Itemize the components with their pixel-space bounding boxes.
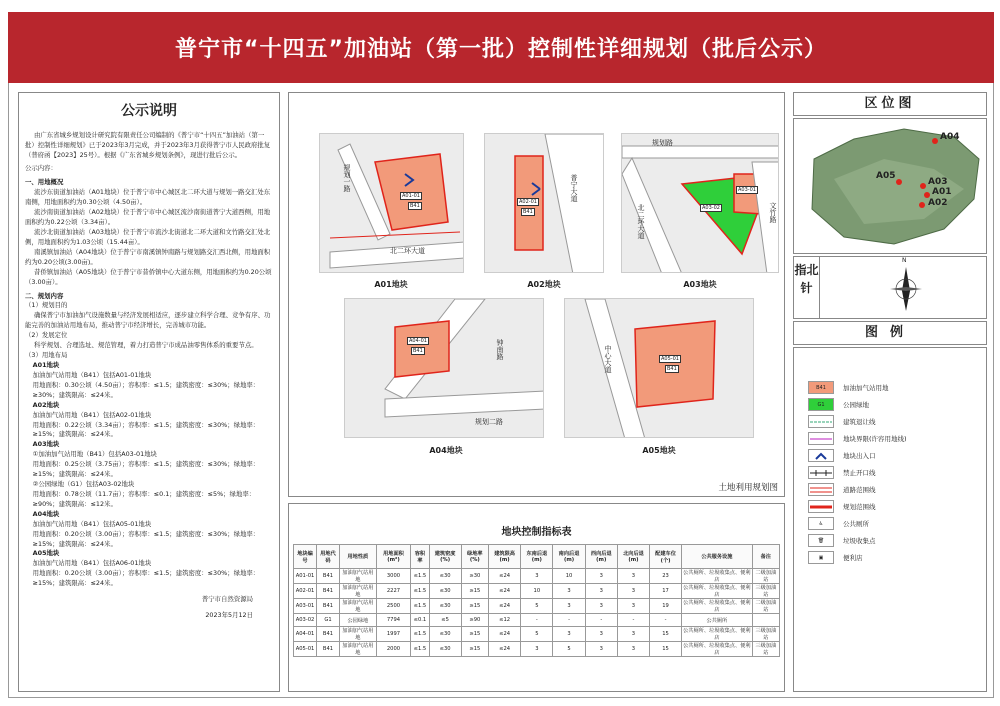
table-cell: B41: [317, 584, 340, 599]
road-label: 规划路: [652, 139, 673, 147]
parcel-line: 用地面积：0.20公顷（3.00亩）；容积率：≤1.5；建筑密度：≤30%；绿地率：≥15%；建筑限高：≤24米。: [32, 569, 260, 588]
parcel-line: ②公园绿地（G1）包括A03-02地块: [32, 480, 135, 489]
table-cell: 17: [650, 584, 682, 599]
legend-label: 公共厕所: [843, 520, 869, 528]
parcel-line: 用地面积：0.22公顷（3.34亩）；容积率：≤1.5；建筑密度：≤30%；绿地率：≥15%；建筑限高：≤24米。: [32, 420, 260, 439]
map-a02: [484, 133, 604, 273]
table-cell: -: [585, 614, 617, 627]
table-cell: ≤30: [429, 627, 461, 642]
notice-subsection: （2）发展定位: [25, 331, 68, 340]
table-cell: 1997: [376, 627, 411, 642]
table-row: [294, 584, 780, 599]
parcel-tag-a03g: A03-02: [702, 205, 720, 211]
table-header-cell: 建筑限高(m): [488, 545, 520, 569]
table-cell: 3: [553, 627, 585, 642]
table-cell: 加油加气站用地: [339, 599, 376, 614]
table-cell: ≤1.5: [411, 569, 429, 584]
notice-subsection: （1）规划目的: [25, 301, 68, 310]
legend-label: 便利店: [843, 554, 863, 562]
table-cell: 三级加油站: [752, 584, 779, 599]
table-cell: ≤1.5: [411, 584, 429, 599]
road-label: 普宁大道: [570, 174, 578, 202]
legend-item-setback: [808, 415, 876, 428]
table-cell: 3: [585, 569, 617, 584]
table-cell: 加油加气站用地: [339, 569, 376, 584]
b41-swatch: B41: [808, 381, 834, 394]
parcel-code-a02: B41: [523, 209, 533, 215]
table-cell: ≤30: [429, 584, 461, 599]
parcel-line: 加油加气站用地（B41）包括A01-01地块: [32, 370, 152, 379]
table-cell: ≤1.5: [411, 599, 429, 614]
legend-item-toilet: [808, 517, 869, 530]
road-label: 中心大道: [604, 345, 612, 373]
table-cell: 3: [585, 599, 617, 614]
table-row: [294, 614, 780, 627]
table-header-cell: 备注: [752, 545, 779, 569]
control-table-panel: [288, 503, 785, 692]
table-cell: 公共厕所、垃圾收集点、便利店: [683, 643, 751, 656]
notice-paragraph: 流沙南街道加油站（A02地块）位于普宁市中心城区流沙南街道普宁大道西侧，用地面积约为0.22公顷（3.34亩）。: [25, 208, 271, 227]
no-opening-line-icon: [808, 466, 834, 479]
road-label: 北二环大道: [390, 247, 425, 255]
table-cell: ≥30: [461, 569, 488, 584]
table-cell: 3: [617, 627, 649, 642]
parcel-line: 加油加气站用地（B41）包括A05-01地块: [32, 519, 152, 528]
location-label: A05: [876, 171, 896, 181]
table-cell: B41: [317, 599, 340, 614]
table-cell: G1: [317, 614, 340, 627]
trash-icon: 🗑: [808, 534, 834, 547]
table-header-cell: 用地代码: [317, 545, 340, 569]
table-cell: B41: [317, 569, 340, 584]
table-cell: A03-02: [294, 614, 317, 627]
table-cell: ≥90: [461, 614, 488, 627]
table-cell: 15: [650, 642, 682, 657]
table-cell: ≤30: [429, 599, 461, 614]
table-cell: 3000: [376, 569, 411, 584]
parcel-heading: A04地块: [32, 509, 60, 518]
table-cell: ≥15: [461, 642, 488, 657]
table-header-cell: 东南后退(m): [521, 545, 553, 569]
legend-item-store: [808, 551, 863, 564]
notice-section-1: 一、用地概况: [25, 178, 64, 187]
parcel-heading: A02地块: [32, 400, 60, 409]
table-cell: 二级加油站: [752, 569, 779, 584]
parcel-heading: A05地块: [32, 549, 60, 558]
table-cell: A05-01: [294, 642, 317, 657]
map-a02-svg: [485, 134, 604, 273]
parcel-tag-a01: A01-01: [402, 193, 420, 199]
location-label: A04: [940, 132, 960, 142]
table-cell: 公共厕所、垃圾收集点、便利店: [683, 585, 751, 598]
legend-item-no-opening: [808, 466, 876, 479]
table-cell: 公共厕所、垃圾收集点、便利店: [683, 600, 751, 613]
table-cell: ≤24: [488, 569, 520, 584]
north-arrow-panel: [793, 256, 987, 319]
legend-label: 地块界限(许容用地线): [843, 435, 907, 443]
table-cell: 5: [521, 627, 553, 642]
table-cell: A03-01: [294, 599, 317, 614]
table-cell: A01-01: [294, 569, 317, 584]
table-header-cell: 容积率: [411, 545, 429, 569]
control-table: [293, 544, 780, 657]
road-red-line-icon: [808, 483, 834, 496]
table-cell: 2500: [376, 599, 411, 614]
table-cell: 公园绿地: [339, 614, 376, 627]
location-label: A01: [932, 187, 952, 197]
parcel-heading: A01地块: [32, 360, 60, 369]
table-cell: 公共厕所、垃圾收集点、便利店: [683, 628, 751, 641]
north-letter: N: [902, 257, 907, 264]
notice-paragraph: 流沙东街道加油站（A01地块）位于普宁市中心城区北二环大道与规划一路交汇处东南侧，用地面积约为0.30公顷（4.50亩）。: [25, 188, 271, 207]
map-label-a02: A02地块: [527, 280, 561, 289]
parcel-tag-a04: A04-01: [409, 338, 427, 344]
table-cell: 3: [585, 627, 617, 642]
toilet-icon: ♿: [808, 517, 834, 530]
parcel-heading: A03地块: [32, 440, 60, 449]
planning-red-line-icon: [808, 500, 834, 513]
legend-label: 加油加气站用地: [843, 384, 889, 392]
table-header-cell: 配建车位(个): [650, 545, 682, 569]
parcel-line: 用地面积：0.30公顷（4.50亩）；容积率：≤1.5；建筑密度：≤30%；绿地率：≥30%；建筑限高：≤24米。: [32, 380, 260, 399]
table-cell: B41: [317, 627, 340, 642]
map-a04: [344, 298, 544, 438]
table-header-cell: 西向后退(m): [585, 545, 617, 569]
legend-item-b41: [808, 381, 889, 394]
store-icon: ▣: [808, 551, 834, 564]
table-cell: ≤24: [488, 627, 520, 642]
table-cell: ≤30: [429, 642, 461, 657]
table-row: [294, 642, 780, 657]
table-cell: 3: [521, 642, 553, 657]
table-header-cell: 建筑密度(%): [429, 545, 461, 569]
table-cell: [752, 614, 779, 627]
table-cell: 19: [650, 599, 682, 614]
table-header-cell: 用地面积(m²): [376, 545, 411, 569]
parcel-line: 加油加气站用地（B41）包括A02-01地块: [32, 410, 152, 419]
legend-item-boundary: [808, 432, 907, 445]
road-label: 规划二路: [475, 418, 503, 426]
legend-label: 建筑退让线: [843, 418, 876, 426]
location-title: 区位图: [793, 92, 987, 116]
table-cell: A02-01: [294, 584, 317, 599]
parcel-code-a01: B41: [410, 203, 420, 209]
table-cell: 二级加油站: [752, 599, 779, 614]
building-setback-line-icon: [808, 415, 834, 428]
land-use-maps: [288, 92, 785, 497]
table-cell: 23: [650, 569, 682, 584]
table-cell: ≥15: [461, 584, 488, 599]
table-cell: ≤1.5: [411, 642, 429, 657]
legend-label: 地块出入口: [843, 452, 876, 460]
parcel-tag-a03: A03-01: [738, 187, 756, 193]
notice-lead: 公示内容：: [25, 164, 57, 173]
table-cell: 3: [585, 584, 617, 599]
table-cell: ≤12: [488, 614, 520, 627]
table-cell: B41: [317, 642, 340, 657]
legend: [793, 347, 987, 692]
table-cell: 2000: [376, 642, 411, 657]
notice-paragraph: 流沙北街道加油站（A03地块）位于普宁市流沙北街道北二环大道和文竹路交汇处北侧，用地面积约为1.03公顷（15.44亩）。: [25, 227, 271, 246]
map-label-a05: A05地块: [642, 446, 676, 455]
table-cell: -: [650, 614, 682, 627]
table-cell: ≤24: [488, 642, 520, 657]
map-a01: [319, 133, 464, 273]
table-header-cell: 地块编号: [294, 545, 317, 569]
legend-label: 公园绿地: [843, 401, 869, 409]
road-label: 规划一路: [343, 164, 351, 192]
table-cell: -: [521, 614, 553, 627]
legend-item-planning: [808, 500, 876, 513]
legend-item-g1: [808, 398, 869, 411]
notice-subsection: （3）用地布局: [25, 351, 68, 360]
page-title: 普宁市“十四五”加油站（第一批）控制性详细规划（批后公示）: [8, 12, 994, 83]
notice-date: 2023年5月12日: [205, 611, 253, 620]
table-cell: -: [553, 614, 585, 627]
road-label: 文竹路: [769, 202, 777, 223]
parcel-line: 用地面积：0.78公顷（11.7亩）；容积率：≤0.1；建筑密度：≤5%；绿地率：≥90%；建筑限高：≤12米。: [32, 489, 256, 508]
table-cell: 3: [617, 642, 649, 657]
notice-section-2: 二、规划内容: [25, 291, 64, 300]
table-cell: ≥15: [461, 627, 488, 642]
table-cell: 公共厕所、垃圾收集点、便利店: [683, 570, 751, 583]
table-title: 地块控制指标表: [501, 527, 572, 538]
table-cell: 5: [553, 642, 585, 657]
table-header-cell: 公共服务设施: [682, 545, 753, 569]
map-a05-svg: [565, 299, 754, 438]
table-cell: 3: [521, 569, 553, 584]
legend-item-entrance: [808, 449, 876, 462]
table-header-cell: 北向后退(m): [617, 545, 649, 569]
legend-item-road: [808, 483, 876, 496]
g1-swatch: G1: [808, 398, 834, 411]
table-cell: 加油加气站用地: [339, 642, 376, 657]
table-row: [294, 569, 780, 584]
maps-caption: 土地利用规划图: [718, 483, 778, 493]
legend-label: 规划范围线: [843, 503, 876, 511]
table-cell: ≤1.5: [411, 627, 429, 642]
boundary-line-icon: [808, 432, 834, 445]
north-label: 指北针: [794, 257, 820, 318]
table-cell: 3: [553, 599, 585, 614]
map-a04-svg: [345, 299, 544, 438]
notice-paragraph: 南溪镇加油站（A04地块）位于普宁市南溪镇钟南路与规划路交汇西北侧，用地面积约为0.20公顷(3.00亩)。: [25, 247, 271, 266]
table-cell: 三级加油站: [752, 627, 779, 642]
notice-title: 公示说明: [121, 103, 177, 119]
table-cell: 加油加气站用地: [339, 584, 376, 599]
road-label: 钟南路: [496, 339, 504, 360]
table-cell: 5: [521, 599, 553, 614]
table-header-row: [294, 545, 780, 569]
table-row: [294, 599, 780, 614]
location-label: A02: [928, 198, 948, 208]
parcel-tag-a02: A02-01: [519, 199, 537, 205]
road-label: 北二环大道: [637, 204, 645, 239]
parcel-line: ①加油加气站用地（B41）包括A03-01地块: [32, 450, 157, 459]
table-row: [294, 627, 780, 642]
parcel-code-a04: B41: [413, 348, 423, 354]
parcel-code-a05: B41: [667, 366, 677, 372]
table-header-cell: 绿地率(%): [461, 545, 488, 569]
map-a05: [564, 298, 754, 438]
legend-label: 禁止开口线: [843, 469, 876, 477]
parcel-line: 加油加气站用地（B41）包括A06-01地块: [32, 559, 152, 568]
legend-item-trash: [808, 534, 876, 547]
table-cell: 10: [553, 569, 585, 584]
notice-org: 普宁市自然资源局: [201, 595, 253, 604]
table-cell: 3: [617, 599, 649, 614]
map-label-a03: A03地块: [683, 280, 717, 289]
legend-title: 图例: [793, 321, 987, 345]
legend-label: 道路范围线: [843, 486, 876, 494]
location-map: [793, 118, 987, 254]
notice-paragraph: 科学规划、合理选址、规范管理，着力打造普宁市成品油零售体系的重要节点。: [33, 341, 258, 350]
table-cell: 公共厕所: [682, 614, 753, 627]
table-cell: ≥15: [461, 599, 488, 614]
table-cell: 3: [553, 584, 585, 599]
table-cell: ≤30: [429, 569, 461, 584]
table-body: [294, 569, 780, 657]
table-cell: ≤5: [429, 614, 461, 627]
table-cell: ≤24: [488, 599, 520, 614]
table-header-cell: 用地性质: [339, 545, 376, 569]
table-cell: 三级加油站: [752, 642, 779, 657]
table-header-cell: 南向后退(m): [553, 545, 585, 569]
notice-paragraph: 昔侨镇加油站（A05地块）位于普宁市昔侨镇中心大道东侧，用地面积约为0.20公顷（3.00亩）。: [25, 267, 272, 286]
parcel-line: 用地面积：0.20公顷（3.00亩）；容积率：≤1.5；建筑密度：≤30%；绿地率：≥15%；建筑限高：≤24米。: [32, 529, 260, 548]
legend-label: 垃圾收集点: [843, 537, 876, 545]
table-cell: 3: [617, 584, 649, 599]
table-cell: ≤0.1: [411, 614, 429, 627]
table-cell: 15: [650, 627, 682, 642]
table-cell: A04-01: [294, 627, 317, 642]
table-cell: 3: [617, 569, 649, 584]
notice-paragraph: 确保普宁市加油加气设施数量与经济发展相适应，逐步建立科学合理、竞争有序、功能完善的加油站用地布局，推动普宁市经济增长，完善城市功能。: [25, 311, 271, 330]
entrance-arrow-icon: [808, 449, 834, 462]
table-cell: 7794: [376, 614, 411, 627]
notice-panel: [18, 92, 280, 692]
table-cell: ≤24: [488, 584, 520, 599]
location-label: A03: [928, 177, 948, 187]
notice-intro: 由广东省城乡规划设计研究院有限责任公司编制的《普宁市“十四五”加油站（第一批）控制性详细规划》已于2023年3月完成，并于2023年3月获得普宁市人民政府批复（普府函【2023】25号）。根据《广东省城乡规划条例》，现进行批后公示。: [25, 130, 271, 159]
table-cell: 10: [521, 584, 553, 599]
parcel-line: 用地面积：0.25公顷（3.75亩）；容积率：≤1.5；建筑密度：≤30%；绿地率：≥15%；建筑限高：≤24米。: [32, 460, 260, 479]
table-cell: -: [617, 614, 649, 627]
parcel-tag-a05: A05-01: [661, 356, 679, 362]
table-cell: 3: [585, 642, 617, 657]
map-a03: [621, 133, 779, 273]
compass-icon: [886, 261, 926, 316]
table-cell: 2227: [376, 584, 411, 599]
map-label-a04: A04地块: [429, 446, 463, 455]
map-label-a01: A01地块: [374, 280, 408, 289]
table-cell: 加油加气站用地: [339, 627, 376, 642]
